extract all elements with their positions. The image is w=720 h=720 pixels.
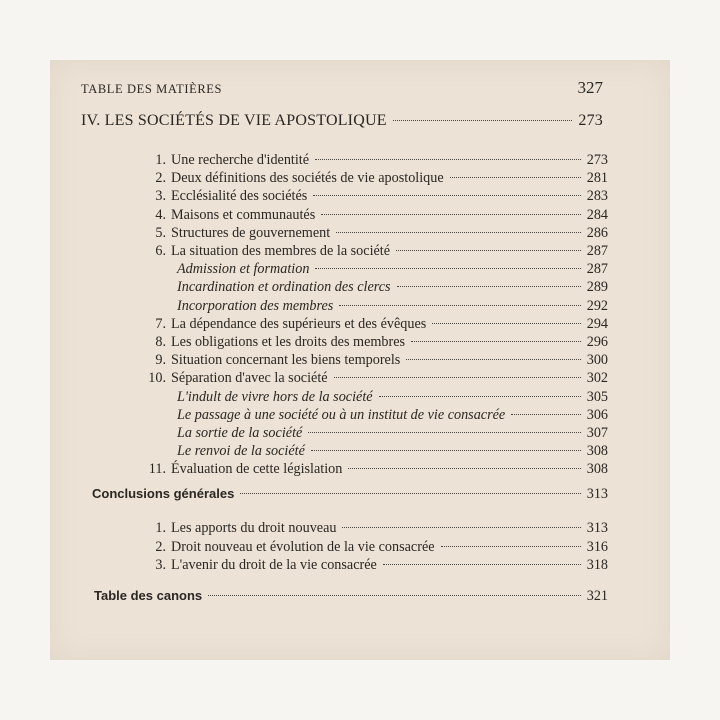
entry-page: 300 — [586, 352, 608, 369]
entry-number: 3. — [155, 557, 166, 573]
entry-page: 302 — [586, 370, 608, 387]
entry-page: 273 — [586, 152, 608, 168]
entry-label: Le passage à une société ou à un institut de vie consacrée — [177, 406, 506, 423]
entry-label: Ecclésialité des sociétés — [171, 188, 308, 205]
dot-leader — [308, 432, 580, 433]
entry-label: L'indult de vivre hors de la société — [177, 388, 373, 405]
entry-number: 1. — [155, 152, 166, 168]
entry-label: Incardination et ordination des clercs — [177, 279, 391, 296]
conclusions-page: 313 — [586, 486, 608, 502]
toc-entry — [140, 352, 608, 369]
toc-entry — [140, 316, 608, 333]
dot-leader — [383, 564, 581, 565]
entry-page: 305 — [586, 388, 608, 405]
toc-entry — [140, 539, 608, 556]
dot-leader — [313, 195, 580, 196]
toc-entry — [140, 152, 608, 169]
dot-leader — [450, 177, 581, 178]
section-page: 273 — [578, 112, 603, 129]
entry-label: Admission et formation — [177, 261, 310, 278]
conclusions-title: Conclusions générales — [92, 486, 235, 501]
entry-number: 11. — [148, 461, 166, 478]
toc-entry — [140, 298, 608, 315]
entry-label: Séparation d'avec la société — [171, 370, 328, 387]
dot-leader — [348, 468, 580, 469]
entry-label: La dépendance des supérieurs et des évêques — [171, 315, 427, 332]
toc-entry — [140, 557, 608, 574]
canons-heading — [94, 588, 608, 605]
dot-leader — [336, 232, 581, 233]
entry-label: Maisons et communautés — [171, 206, 316, 223]
conclusions-heading — [92, 486, 608, 503]
canons-page: 321 — [586, 588, 608, 604]
entry-page: 281 — [586, 170, 608, 187]
toc-entry — [140, 407, 608, 424]
entry-label: Le renvoi de la société — [177, 443, 305, 460]
entry-page: 283 — [586, 188, 608, 205]
dot-leader — [397, 286, 581, 287]
entry-page: 308 — [586, 443, 608, 460]
entry-number: 9. — [155, 352, 166, 369]
toc-entry — [140, 520, 608, 537]
toc-entry — [140, 443, 608, 460]
entry-number: 10. — [148, 370, 166, 387]
toc-entry — [140, 188, 608, 205]
entry-page: 308 — [586, 461, 608, 478]
toc-entry — [140, 261, 608, 278]
section-title: IV. LES SOCIÉTÉS DE VIE APOSTOLIQUE — [81, 112, 387, 129]
entry-label: Structures de gouvernement — [171, 224, 331, 241]
entry-label: Une recherche d'identité — [171, 152, 310, 168]
entry-page: 294 — [586, 315, 608, 332]
dot-leader — [240, 493, 580, 494]
toc-entry — [140, 370, 608, 387]
entry-number: 1. — [155, 520, 166, 536]
entry-number: 3. — [155, 188, 166, 205]
entry-page: 287 — [586, 261, 608, 278]
dot-leader — [411, 341, 581, 342]
entry-page: 286 — [586, 224, 608, 241]
entry-label: L'avenir du droit de la vie consacrée — [171, 557, 377, 573]
entry-label: Droit nouveau et évolution de la vie consacrée — [171, 538, 435, 555]
running-header — [81, 78, 603, 98]
dot-leader — [393, 120, 573, 121]
entry-label: Les obligations et les droits des membres — [171, 334, 406, 350]
dot-leader — [334, 377, 581, 378]
entry-page: 307 — [586, 425, 608, 441]
toc-entry — [140, 461, 608, 478]
toc-entry — [140, 170, 608, 187]
toc-entry — [140, 225, 608, 242]
dot-leader — [441, 546, 581, 547]
dot-leader — [315, 268, 580, 269]
dot-leader — [511, 414, 581, 415]
toc-entry — [140, 425, 608, 442]
entry-number: 8. — [155, 334, 166, 350]
entry-label: Deux définitions des sociétés de vie apostolique — [171, 170, 444, 187]
toc-entry — [140, 279, 608, 296]
dot-leader — [379, 396, 581, 397]
entry-page: 287 — [586, 243, 608, 259]
toc-entry — [140, 334, 608, 351]
entry-number: 5. — [155, 224, 166, 241]
entry-page: 284 — [586, 206, 608, 223]
entry-number: 2. — [155, 170, 166, 187]
entry-page: 313 — [586, 520, 608, 536]
dot-leader — [321, 214, 581, 215]
entry-label: Incorporation des membres — [177, 297, 334, 314]
entry-page: 316 — [586, 538, 608, 555]
section-heading — [81, 112, 603, 130]
entry-number: 4. — [155, 206, 166, 223]
dot-leader — [342, 527, 580, 528]
dot-leader — [208, 595, 581, 596]
dot-leader — [406, 359, 580, 360]
entry-page: 318 — [586, 557, 608, 573]
entry-page: 289 — [586, 279, 608, 296]
entry-label: Évaluation de cette législation — [171, 461, 343, 478]
entry-number: 2. — [155, 538, 166, 555]
entry-label: Les apports du droit nouveau — [171, 520, 337, 536]
header-title: TABLE DES MATIÈRES — [81, 82, 223, 96]
entry-page: 296 — [586, 334, 608, 350]
canons-title: Table des canons — [94, 588, 203, 603]
dot-leader — [315, 159, 581, 160]
entry-number: 7. — [155, 315, 166, 332]
dot-leader — [432, 323, 580, 324]
dot-leader — [396, 250, 581, 251]
book-page — [50, 60, 670, 660]
entry-label: La situation des membres de la société — [171, 243, 391, 259]
entry-label: Situation concernant les biens temporels — [171, 352, 401, 369]
entry-page: 292 — [586, 297, 608, 314]
dot-leader — [339, 305, 580, 306]
dot-leader — [311, 450, 581, 451]
entry-number: 6. — [155, 243, 166, 259]
toc-entry — [140, 207, 608, 224]
entry-page: 306 — [586, 406, 608, 423]
toc-entry — [140, 389, 608, 406]
toc-entry — [140, 243, 608, 260]
header-page-number: 327 — [577, 78, 603, 97]
entry-label: La sortie de la société — [177, 425, 303, 441]
